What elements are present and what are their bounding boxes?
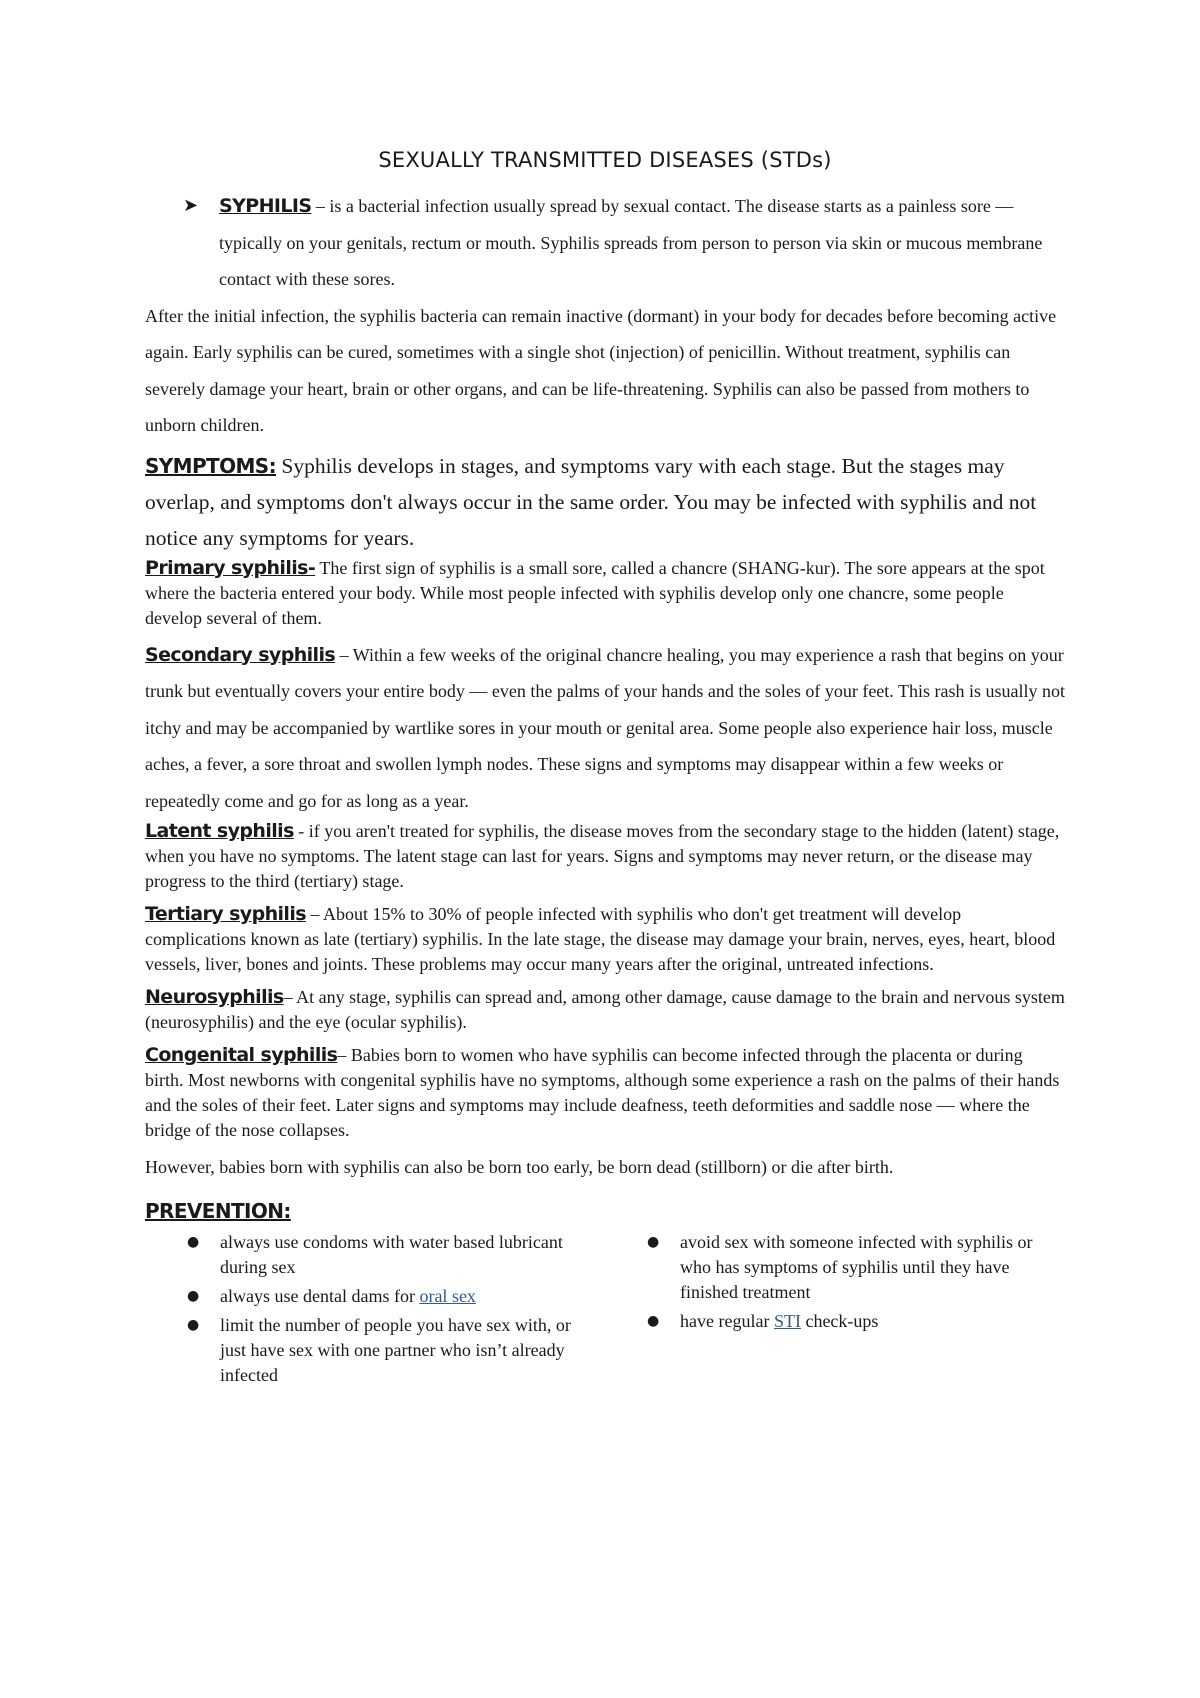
bullet-dot-icon: ● <box>187 1287 200 1304</box>
latent-syphilis-paragraph <box>145 819 1065 894</box>
symptoms-text: Syphilis develops in stages, and symptoms vary with each stage. But the stages may overlap, and symptoms don't always occur in the same order. You may be infected with syphilis and not notice any symptoms for years. <box>145 453 1037 550</box>
prevention-list-left <box>145 1230 585 1388</box>
bullet-dot-icon: ● <box>647 1312 660 1329</box>
bullet-dot-icon: ● <box>647 1233 660 1250</box>
congenital-syphilis-heading: Congenital syphilis <box>145 1044 338 1066</box>
sti-link[interactable]: STI <box>773 1310 801 1331</box>
syphilis-text: – is a bacterial infection usually spread by sexual contact. The disease starts as a painless sore — typically on your genitals, rectum or mouth. Syphilis spreads from person to person via skin or mucous membrane contact with these sores. <box>219 196 1043 289</box>
primary-syphilis-text: The first sign of syphilis is a small sore, called a chancre (SHANG-kur). The sore appears at the spot where the bacteria entered your body. While most people infected with syphilis develop only one chancre, some people develop several of them. <box>145 557 1045 628</box>
syphilis-heading: SYPHILIS <box>219 195 312 217</box>
secondary-syphilis-paragraph <box>145 637 1065 820</box>
congenital-syphilis-text: – Babies born to women who have syphilis can become infected through the placenta or during birth. Most newborns with congenital syphilis have no symptoms, although some experience a rash on the palms of their hands and the soles of their feet. Later signs and symptoms may include deafness, teeth deformities and saddle nose — where the bridge of the nose collapses. <box>145 1045 1060 1140</box>
list-item: ● have regular STI check-ups <box>605 1309 1065 1334</box>
syphilis-bullet <box>145 188 1065 298</box>
neurosyphilis-text: – At any stage, syphilis can spread and, among other damage, cause damage to the brain and nervous system (neurosyphilis) and the eye (ocular syphilis). <box>145 987 1065 1032</box>
prevention-columns <box>145 1230 1065 1392</box>
primary-syphilis-heading: Primary syphilis- <box>145 556 316 579</box>
list-item: ● always use dental dams for oral sex <box>145 1284 585 1309</box>
tertiary-syphilis-heading: Tertiary syphilis <box>145 903 306 925</box>
list-item: ● always use condoms with water based lubricant during sex <box>187 1231 563 1277</box>
list-item: ● avoid sex with someone infected with syphilis or who has symptoms of syphilis until they have finished treatment <box>647 1231 1033 1302</box>
prevention-right-column <box>605 1230 1065 1392</box>
arrow-bullet-icon: ➤ <box>183 195 199 216</box>
bullet-dot-icon: ● <box>187 1316 200 1333</box>
symptoms-heading: SYMPTOMS: <box>145 453 276 478</box>
latent-syphilis-text: - if you aren't treated for syphilis, the disease moves from the secondary stage to the hidden (latent) stage, when you have no symptoms. The latent stage can last for years. Signs and symptoms may never return, or the disease may progress to the third (tertiary) stage. <box>145 821 1060 891</box>
syphilis-definition <box>219 188 1065 298</box>
tertiary-syphilis-paragraph <box>145 902 1065 977</box>
congenital-syphilis-paragraph <box>145 1043 1065 1143</box>
latent-syphilis-heading: Latent syphilis <box>145 820 294 842</box>
page-title: SEXUALLY TRANSMITTED DISEASES (STDs) <box>378 148 832 172</box>
prevention-list-right <box>605 1230 1065 1334</box>
secondary-syphilis-text: – Within a few weeks of the original chancre healing, you may experience a rash that begins on your trunk but eventually covers your entire body — even the palms of your hands and the soles of your feet. This rash is usually not itchy and may be accompanied by wartlike sores in your mouth or genital area. Some people also experience hair loss, muscle aches, a fever, a sore throat and swollen lymph nodes. These signs and symptoms may disappear within a few weeks or repeatedly come and go for as long as a year. <box>145 644 1065 811</box>
however-paragraph: However, babies born with syphilis can also be born too early, be born dead (stillborn) or die after birth. <box>145 1157 894 1177</box>
prevention-heading: PREVENTION: <box>145 1198 291 1223</box>
intro-paragraph: After the initial infection, the syphilis bacteria can remain inactive (dormant) in your body for decades before becoming active again. Early syphilis can be cured, sometimes with a single shot (injection) of penicillin. Without treatment, syphilis can severely damage your heart, brain or other organs, and can be life-threatening. Syphilis can also be passed from mothers to unborn children. <box>145 305 1057 435</box>
neurosyphilis-heading: Neurosyphilis <box>145 986 284 1008</box>
document-page <box>145 140 1065 1392</box>
symptoms-paragraph <box>145 448 1065 556</box>
tertiary-syphilis-text: – About 15% to 30% of people infected with syphilis who don't get treatment will develop complications known as late (tertiary) syphilis. In the late stage, the disease may damage your brain, nerves, eyes, heart, blood vessels, liver, bones and joints. These problems may occur many years after the original, untreated infections. <box>145 904 1056 974</box>
prevention-left-column <box>145 1230 605 1392</box>
oral-sex-link[interactable]: oral sex <box>419 1285 476 1306</box>
list-item: ● limit the number of people you have sex with, or just have sex with one partner who isn’t already infected <box>187 1314 571 1385</box>
bullet-dot-icon: ● <box>187 1233 200 1250</box>
primary-syphilis-paragraph <box>145 556 1065 631</box>
secondary-syphilis-heading: Secondary syphilis <box>145 643 336 666</box>
neurosyphilis-paragraph <box>145 985 1065 1035</box>
